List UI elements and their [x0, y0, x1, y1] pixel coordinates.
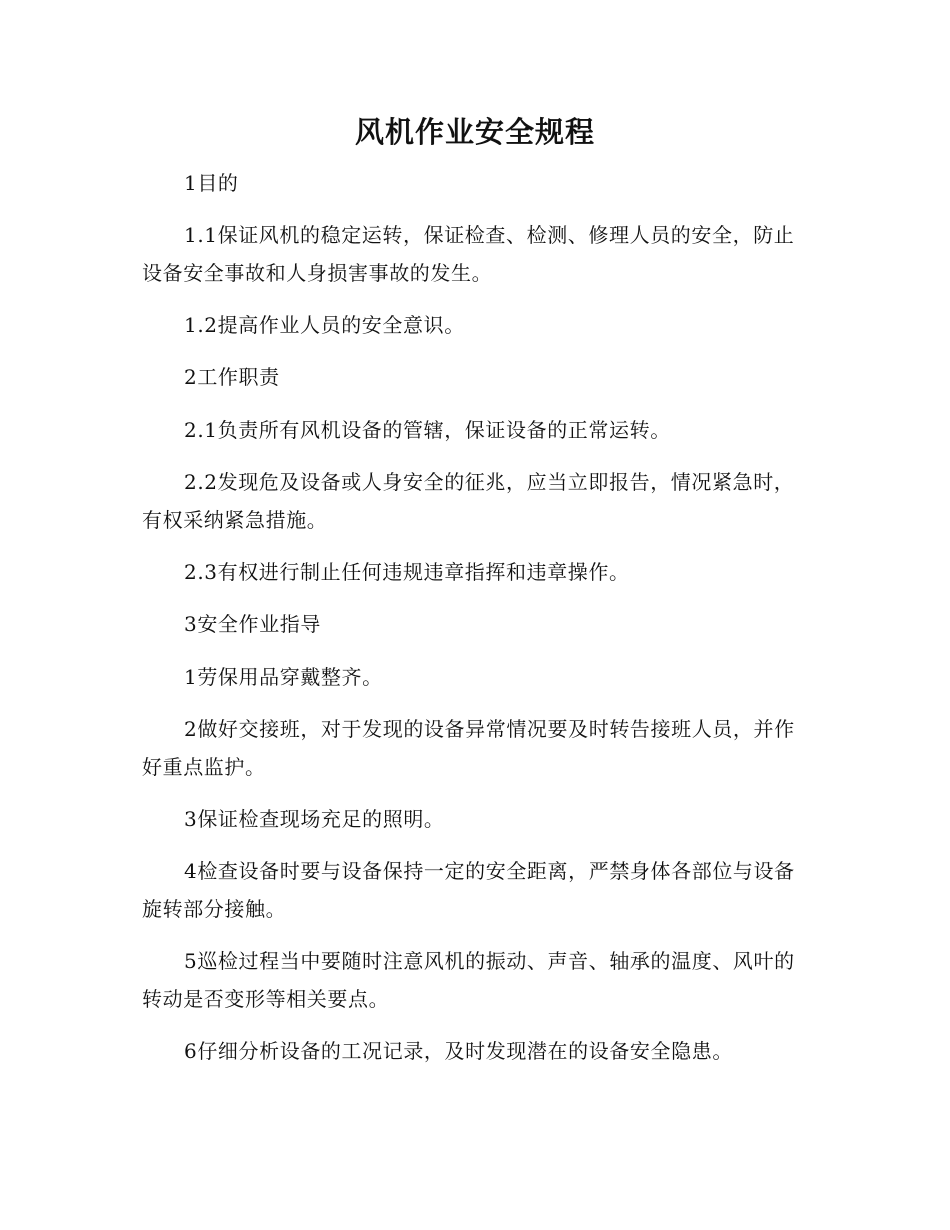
paragraph-1-2: 1.2提高作业人员的安全意识。 [184, 313, 465, 337]
guidance-item-2: 2做好交接班，对于发现的设备异常情况要及时转告接班人员，并作好重点监护。 [142, 717, 795, 779]
guidance-item-1: 1劳保用品穿戴整齐。 [184, 665, 383, 689]
paragraph-2-1: 2.1负责所有风机设备的管辖，保证设备的正常运转。 [184, 418, 671, 442]
paragraph-2-2: 2.2发现危及设备或人身安全的征兆，应当立即报告，情况紧急时，有权采纳紧急措施。 [142, 470, 795, 532]
section-heading-duties: 2工作职责 [184, 365, 280, 389]
guidance-item-5: 5巡检过程当中要随时注意风机的振动、声音、轴承的温度、风叶的转动是否变形等相关要点。 [142, 949, 795, 1011]
document-title: 风机作业安全规程 [354, 115, 595, 149]
paragraph-1-1: 1.1保证风机的稳定运转，保证检查、检测、修理人员的安全，防止设备安全事故和人身损害事故的发生。 [142, 223, 795, 285]
paragraph-2-3: 2.3有权进行制止任何违规违章指挥和违章操作。 [184, 560, 630, 584]
guidance-item-4: 4检查设备时要与设备保持一定的安全距离，严禁身体各部位与设备旋转部分接触。 [142, 859, 795, 921]
guidance-item-6: 6仔细分析设备的工况记录，及时发现潜在的设备安全隐患。 [184, 1039, 733, 1063]
section-heading-purpose: 1目的 [184, 171, 239, 195]
guidance-item-3: 3保证检查现场充足的照明。 [184, 807, 445, 831]
section-heading-guidance: 3安全作业指导 [184, 612, 321, 636]
